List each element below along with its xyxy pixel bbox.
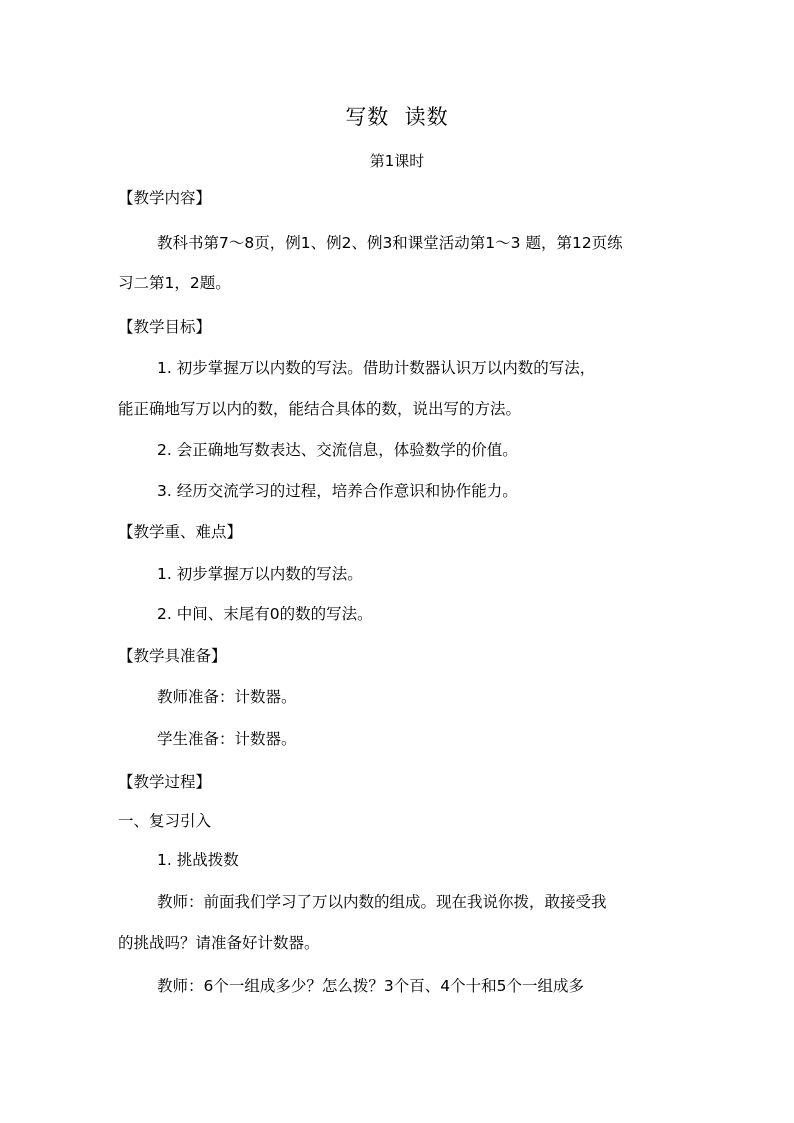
goal-item: 能正确地写万以内的数，能结合具体的数，说出写的方法。 <box>118 400 522 418</box>
prep-item: 教师准备：计数器。 <box>157 688 297 706</box>
section-heading-goals: 【教学目标】 <box>118 318 212 336</box>
content-text: 习二第1，2题。 <box>118 274 231 292</box>
document-subtitle: 第1课时 <box>369 152 425 170</box>
goal-item: 3. 经历交流学习的过程，培养合作意识和协作能力。 <box>157 482 518 500</box>
section-heading-keypoints: 【教学重、难点】 <box>118 523 243 541</box>
content-text: 教科书第7～8页，例1、例2、例3和课堂活动第1～3 题，第12页练 <box>157 234 623 252</box>
paragraph-text: 教师：前面我们学习了万以内数的组成。现在我说你拨，敢接受我 <box>157 893 607 911</box>
paragraph-text: 的挑战吗？请准备好计数器。 <box>118 934 320 952</box>
goal-item: 1. 初步掌握万以内数的写法。借助计数器认识万以内数的写法， <box>157 359 596 377</box>
keypoint-item: 1. 初步掌握万以内数的写法。 <box>157 565 363 583</box>
step-item: 1. 挑战拨数 <box>157 851 239 869</box>
prep-item: 学生准备：计数器。 <box>157 730 297 748</box>
section-heading-process: 【教学过程】 <box>118 773 212 791</box>
document-title: 写数 读数 <box>345 105 449 129</box>
part-heading: 一、复习引入 <box>118 812 212 830</box>
goal-item: 2. 会正确地写数表达、交流信息，体验数学的价值。 <box>157 441 518 459</box>
section-heading-content: 【教学内容】 <box>118 189 212 207</box>
paragraph-text: 教师：6个一组成多少？怎么拨？3个百、4个十和5个一组成多 <box>157 977 584 995</box>
section-heading-prep: 【教学具准备】 <box>118 647 227 665</box>
keypoint-item: 2. 中间、末尾有0的数的写法。 <box>157 605 373 623</box>
